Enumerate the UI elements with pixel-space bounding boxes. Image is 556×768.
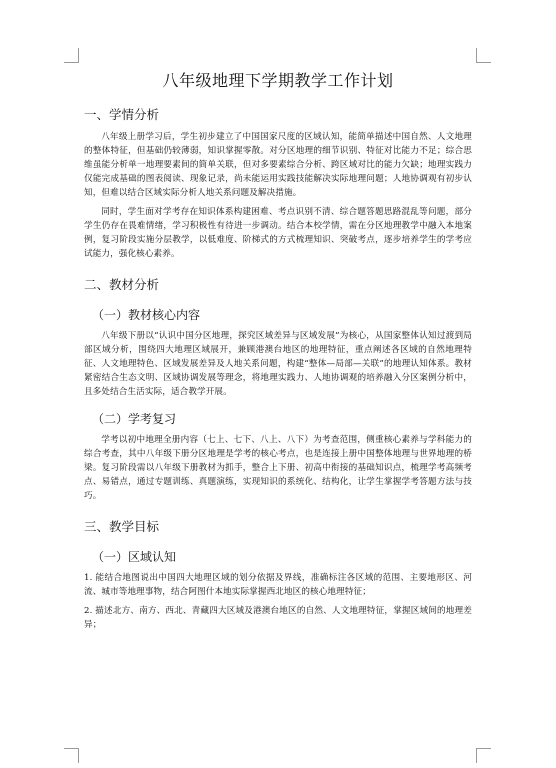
- page-corner-mark-bottom-right: [476, 748, 491, 763]
- paragraph: 八年级上册学习后，学生初步建立了中国国家尺度的区域认知，能简单描述中国自然、人文地理的整体特征，但基础仍较薄弱，知识掌握零散。对分区地理的细节识别、特征对比能力不足；综合思维虽能分析单一地理要素间的简单关联，但对多要素综合分析、跨区域对比的能力欠缺；地理实践力仅能完成基础的图表阅读、现象记录，尚未能运用实践技能解决实际地理问题；人地协调观有初步认知，但难以结合区域实际分析人地关系问题及解决措施。: [84, 132, 472, 198]
- section-heading-teaching-goals: 三、教学目标: [84, 519, 160, 534]
- page-corner-mark-bottom-left: [64, 748, 79, 763]
- subsection-heading-core-content: （一）教材核心内容: [92, 308, 201, 322]
- list-item: 1. 能结合地图说出中国四大地理区域的划分依据及界线，准确标注各区域的范围、主要地形区、河流、城市等地理事物，结合阿图什本地实际掌握西北地区的核心地理特征；: [84, 573, 472, 597]
- paragraph: 学考以初中地理全册内容（七上、七下、八上、八下）为考查范围，侧重核心素养与学科能力的综合考查，其中八年级下册分区地理是学考的核心考点，也是连接上册中国整体地理与世界地理的桥梁。复习阶段需以八年级下册教材为抓手，整合上下册、初高中衔接的基础知识点，梳理学考高频考点、易错点，通过专题训练、真题演练，实现知识的系统化、结构化，让学生掌握学考答题方法与技巧。: [84, 435, 472, 501]
- paragraph: 同时，学生面对学考存在知识体系构建困难、考点识别不清、综合题答题思路混乱等问题，部分学生仍存在畏难情绪，学习积极性有待进一步调动。结合本校学情，需在分区地理教学中融入本地案例，复习阶段实施分层教学，以低难度、阶梯式的方式梳理知识、突破考点，逐步培养学生的学考应试能力，强化核心素养。: [84, 207, 472, 259]
- list-item: 2. 描述北方、南方、西北、青藏四大区域及港澳台地区的自然、人文地理特征，掌握区域间的地理差异；: [84, 606, 472, 630]
- document-body: [84, 64, 472, 637]
- page-corner-mark-top-right: [476, 48, 491, 63]
- document-title: 八年级地理下学期教学工作计划: [162, 71, 394, 90]
- page-corner-mark-top-left: [64, 48, 79, 63]
- section-heading-textbook-analysis: 二、教材分析: [84, 277, 160, 292]
- subsection-heading-exam-review: （二）学考复习: [92, 412, 177, 426]
- subsection-heading-regional-cognition: （一）区域认知: [92, 550, 177, 564]
- section-heading-learning-analysis: 一、学情分析: [84, 107, 160, 122]
- paragraph: 八年级下册以“认识中国分区地理，探究区域差异与区域发展”为核心，从国家整体认知过渡到局部区域分析，围绕四大地理区域展开，兼顾港澳台地区的地理特征，重点阐述各区域的自然地理特征、人文地理特色、区域发展差异及人地关系问题，构建“整体—局部—关联”的地理认知体系。教材紧密结合生态文明、区域协调发展等理念，将地理实践力、人地协调观的培养融入分区案例分析中，且多处结合生活实际，适合教学开展。: [84, 331, 472, 397]
